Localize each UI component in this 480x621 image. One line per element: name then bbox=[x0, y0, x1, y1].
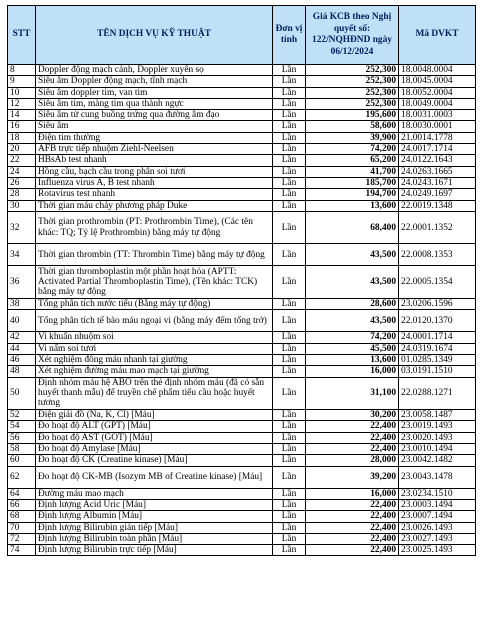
table-row bbox=[8, 545, 476, 556]
row-price: 194,700 bbox=[306, 189, 399, 200]
row-service-name: Thời gian máu chảy phương pháp Duke bbox=[36, 200, 273, 211]
row-unit: Lần bbox=[273, 488, 306, 499]
row-unit: Lần bbox=[273, 200, 306, 211]
table-row bbox=[8, 444, 476, 455]
row-service-name: Tổng phân tích tế bào máu ngoại vi (bằng máy đếm tổng trở) bbox=[36, 310, 273, 332]
row-price: 43,500 bbox=[306, 244, 399, 266]
row-price: 65,200 bbox=[306, 155, 399, 166]
table-row bbox=[8, 155, 476, 166]
row-unit: Lần bbox=[273, 410, 306, 421]
row-code: 22.0008.1353 bbox=[399, 244, 476, 266]
row-unit: Lần bbox=[273, 166, 306, 177]
row-price: 252,300 bbox=[306, 87, 399, 98]
table-header bbox=[8, 6, 476, 65]
row-service-name: Xét nghiệm đường máu mao mạch tại giường bbox=[36, 366, 273, 377]
row-unit: Lần bbox=[273, 76, 306, 87]
row-code: 18.0031.0003 bbox=[399, 110, 476, 121]
row-service-name: Đo hoạt độ ALT (GPT) [Máu] bbox=[36, 421, 273, 432]
row-stt: 60 bbox=[8, 455, 36, 466]
row-unit: Lần bbox=[273, 343, 306, 354]
row-code: 18.0048.0004 bbox=[399, 65, 476, 76]
row-stt: 64 bbox=[8, 488, 36, 499]
table-row bbox=[8, 76, 476, 87]
row-stt: 62 bbox=[8, 466, 36, 488]
row-service-name: Siêu âm tim, màng tim qua thành ngực bbox=[36, 98, 273, 109]
row-price: 22,400 bbox=[306, 421, 399, 432]
table-row bbox=[8, 455, 476, 466]
row-service-name: Thời gian thromboplastin một phần hoạt hóa (APTT: Activated Partial Thromboplastin Time), (Tên khác: TCK) bằng máy tự động bbox=[36, 266, 273, 299]
row-unit: Lần bbox=[273, 177, 306, 188]
table-row bbox=[8, 466, 476, 488]
header-service-name: TÊN DỊCH VỤ KỸ THUẬT bbox=[36, 6, 273, 65]
row-unit: Lần bbox=[273, 87, 306, 98]
row-unit: Lần bbox=[273, 499, 306, 510]
row-service-name: AFB trực tiếp nhuộm Ziehl-Neelsen bbox=[36, 144, 273, 155]
row-stt: 20 bbox=[8, 144, 36, 155]
row-price: 58,600 bbox=[306, 121, 399, 132]
row-price: 16,000 bbox=[306, 366, 399, 377]
row-code: 23.0043.1478 bbox=[399, 466, 476, 488]
row-price: 43,500 bbox=[306, 266, 399, 299]
row-unit: Lần bbox=[273, 98, 306, 109]
row-unit: Lần bbox=[273, 545, 306, 556]
row-price: 22,400 bbox=[306, 522, 399, 533]
row-stt: 32 bbox=[8, 211, 36, 244]
header-price: Giá KCB theo Nghị quyết số: 122/NQHĐND ngày 06/12/2024 bbox=[306, 6, 399, 65]
row-service-name: Đo hoạt độ CK-MB (Isozym MB of Creatine kinase) [Máu] bbox=[36, 466, 273, 488]
row-unit: Lần bbox=[273, 366, 306, 377]
row-code: 03.0191.1510 bbox=[399, 366, 476, 377]
row-unit: Lần bbox=[273, 432, 306, 443]
row-price: 31,100 bbox=[306, 377, 399, 410]
row-service-name: Định lượng Bilirubin toàn phần [Máu] bbox=[36, 533, 273, 544]
row-unit: Lần bbox=[273, 189, 306, 200]
price-table bbox=[7, 5, 476, 556]
table-row bbox=[8, 177, 476, 188]
row-code: 18.0045.0004 bbox=[399, 76, 476, 87]
row-unit: Lần bbox=[273, 299, 306, 310]
table-row bbox=[8, 533, 476, 544]
row-code: 23.0234.1510 bbox=[399, 488, 476, 499]
row-unit: Lần bbox=[273, 244, 306, 266]
row-stt: 66 bbox=[8, 499, 36, 510]
row-code: 23.0206.1596 bbox=[399, 299, 476, 310]
row-stt: 68 bbox=[8, 511, 36, 522]
table-row bbox=[8, 366, 476, 377]
row-code: 24.0243.1671 bbox=[399, 177, 476, 188]
row-service-name: Vi nấm soi tươi bbox=[36, 343, 273, 354]
header-code: Mã DVKT bbox=[399, 6, 476, 65]
row-code: 18.0049.0004 bbox=[399, 98, 476, 109]
row-stt: 10 bbox=[8, 87, 36, 98]
row-code: 01.0285.1349 bbox=[399, 354, 476, 365]
row-stt: 56 bbox=[8, 432, 36, 443]
table-row bbox=[8, 266, 476, 299]
row-stt: 54 bbox=[8, 421, 36, 432]
row-service-name: Hồng cầu, bạch cầu trong phân soi tươi bbox=[36, 166, 273, 177]
row-price: 22,400 bbox=[306, 511, 399, 522]
row-service-name: Tổng phân tích nước tiểu (Bằng máy tự động) bbox=[36, 299, 273, 310]
row-code: 23.0020.1493 bbox=[399, 432, 476, 443]
row-code: 18.0030.0001 bbox=[399, 121, 476, 132]
table-row bbox=[8, 65, 476, 76]
table-row bbox=[8, 211, 476, 244]
row-price: 185,700 bbox=[306, 177, 399, 188]
row-code: 23.0058.1487 bbox=[399, 410, 476, 421]
row-unit: Lần bbox=[273, 65, 306, 76]
header-stt: STT bbox=[8, 6, 36, 65]
row-price: 13,600 bbox=[306, 200, 399, 211]
row-stt: 42 bbox=[8, 332, 36, 343]
row-stt: 46 bbox=[8, 354, 36, 365]
row-service-name: Đo hoạt độ Amylase [Máu] bbox=[36, 444, 273, 455]
row-service-name: Định lượng Albumin [Máu] bbox=[36, 511, 273, 522]
row-price: 22,400 bbox=[306, 432, 399, 443]
row-unit: Lần bbox=[273, 421, 306, 432]
row-code: 23.0025.1493 bbox=[399, 545, 476, 556]
table-row bbox=[8, 377, 476, 410]
row-price: 45,500 bbox=[306, 343, 399, 354]
row-price: 22,400 bbox=[306, 533, 399, 544]
row-price: 68,400 bbox=[306, 211, 399, 244]
row-code: 21.0014.1778 bbox=[399, 132, 476, 143]
table-row bbox=[8, 332, 476, 343]
table-row bbox=[8, 432, 476, 443]
row-stt: 72 bbox=[8, 533, 36, 544]
row-service-name: Đo hoạt độ CK (Creatine kinase) [Máu] bbox=[36, 455, 273, 466]
table-row bbox=[8, 200, 476, 211]
row-stt: 30 bbox=[8, 200, 36, 211]
table-row bbox=[8, 189, 476, 200]
row-price: 22,400 bbox=[306, 499, 399, 510]
header-row bbox=[8, 6, 476, 65]
row-code: 24.0017.1714 bbox=[399, 144, 476, 155]
price-list-document bbox=[7, 5, 475, 556]
row-stt: 14 bbox=[8, 110, 36, 121]
table-row bbox=[8, 98, 476, 109]
row-stt: 9 bbox=[8, 76, 36, 87]
row-unit: Lần bbox=[273, 332, 306, 343]
row-price: 252,300 bbox=[306, 65, 399, 76]
row-unit: Lần bbox=[273, 310, 306, 332]
row-service-name: Thời gian prothrombin (PT: Prothrombin Time), (Các tên khác: TQ; Tỷ lệ Prothrombin) bằng máy tự động bbox=[36, 211, 273, 244]
row-code: 22.0001.1352 bbox=[399, 211, 476, 244]
row-unit: Lần bbox=[273, 466, 306, 488]
table-row bbox=[8, 310, 476, 332]
row-unit: Lần bbox=[273, 144, 306, 155]
row-service-name: Thời gian thrombin (TT: Thrombin Time) bằng máy tự động bbox=[36, 244, 273, 266]
row-unit: Lần bbox=[273, 533, 306, 544]
header-unit: Đơn vị tính bbox=[273, 6, 306, 65]
row-price: 74,200 bbox=[306, 332, 399, 343]
row-stt: 38 bbox=[8, 299, 36, 310]
row-code: 23.0003.1494 bbox=[399, 499, 476, 510]
row-service-name: Rotavirus test nhanh bbox=[36, 189, 273, 200]
row-stt: 18 bbox=[8, 132, 36, 143]
row-unit: Lần bbox=[273, 444, 306, 455]
row-stt: 36 bbox=[8, 266, 36, 299]
row-stt: 26 bbox=[8, 177, 36, 188]
table-row bbox=[8, 499, 476, 510]
row-stt: 8 bbox=[8, 65, 36, 76]
row-unit: Lần bbox=[273, 377, 306, 410]
table-row bbox=[8, 244, 476, 266]
row-service-name: Siêu âm bbox=[36, 121, 273, 132]
row-price: 74,200 bbox=[306, 144, 399, 155]
row-code: 24.0319.1674 bbox=[399, 343, 476, 354]
table-row bbox=[8, 410, 476, 421]
row-unit: Lần bbox=[273, 354, 306, 365]
row-stt: 16 bbox=[8, 121, 36, 132]
row-price: 195,600 bbox=[306, 110, 399, 121]
row-code: 22.0120.1370 bbox=[399, 310, 476, 332]
row-stt: 40 bbox=[8, 310, 36, 332]
row-code: 22.0005.1354 bbox=[399, 266, 476, 299]
row-price: 43,500 bbox=[306, 310, 399, 332]
table-row bbox=[8, 511, 476, 522]
row-price: 13,600 bbox=[306, 354, 399, 365]
row-code: 23.0010.1494 bbox=[399, 444, 476, 455]
row-service-name: Đo hoạt độ AST (GOT) [Máu] bbox=[36, 432, 273, 443]
table-row bbox=[8, 87, 476, 98]
row-price: 39,200 bbox=[306, 466, 399, 488]
row-stt: 28 bbox=[8, 189, 36, 200]
row-code: 23.0027.1493 bbox=[399, 533, 476, 544]
table-row bbox=[8, 110, 476, 121]
row-stt: 70 bbox=[8, 522, 36, 533]
row-code: 22.0019.1348 bbox=[399, 200, 476, 211]
table-row bbox=[8, 522, 476, 533]
row-price: 39,900 bbox=[306, 132, 399, 143]
row-code: 23.0007.1494 bbox=[399, 511, 476, 522]
row-code: 24.0249.1697 bbox=[399, 189, 476, 200]
row-code: 24.0001.1714 bbox=[399, 332, 476, 343]
row-service-name: Đường máu mao mạch bbox=[36, 488, 273, 499]
row-unit: Lần bbox=[273, 266, 306, 299]
row-service-name: Định lượng Bilirubin gián tiếp [Máu] bbox=[36, 522, 273, 533]
row-service-name: Điện giải đồ (Na, K, Cl) [Máu] bbox=[36, 410, 273, 421]
table-row bbox=[8, 354, 476, 365]
row-stt: 52 bbox=[8, 410, 36, 421]
row-stt: 48 bbox=[8, 366, 36, 377]
row-service-name: Điện tim thường bbox=[36, 132, 273, 143]
row-code: 24.0122.1643 bbox=[399, 155, 476, 166]
row-price: 252,300 bbox=[306, 76, 399, 87]
row-price: 41,700 bbox=[306, 166, 399, 177]
row-stt: 44 bbox=[8, 343, 36, 354]
table-row bbox=[8, 132, 476, 143]
row-stt: 58 bbox=[8, 444, 36, 455]
row-code: 22.0288.1271 bbox=[399, 377, 476, 410]
row-price: 28,600 bbox=[306, 299, 399, 310]
row-service-name: Siêu âm Doppler động mạch, tĩnh mạch bbox=[36, 76, 273, 87]
row-price: 16,000 bbox=[306, 488, 399, 499]
row-service-name: Định lượng Bilirubin trực tiếp [Máu] bbox=[36, 545, 273, 556]
row-service-name: Doppler động mạch cảnh, Doppler xuyên sọ bbox=[36, 65, 273, 76]
row-price: 252,300 bbox=[306, 98, 399, 109]
row-code: 23.0042.1482 bbox=[399, 455, 476, 466]
table-row bbox=[8, 121, 476, 132]
row-unit: Lần bbox=[273, 211, 306, 244]
row-code: 18.0052.0004 bbox=[399, 87, 476, 98]
row-service-name: Định nhóm máu hệ ABO trên thẻ định nhóm máu (đã có sẵn huyết thanh mẫu) để truyền chế phẩm tiểu cầu hoặc huyết tương bbox=[36, 377, 273, 410]
table-row bbox=[8, 166, 476, 177]
row-service-name: Vi khuẩn nhuộm soi bbox=[36, 332, 273, 343]
row-stt: 22 bbox=[8, 155, 36, 166]
row-service-name: Siêu âm doppler tim, van tim bbox=[36, 87, 273, 98]
row-unit: Lần bbox=[273, 110, 306, 121]
row-unit: Lần bbox=[273, 522, 306, 533]
row-price: 22,400 bbox=[306, 444, 399, 455]
table-row bbox=[8, 299, 476, 310]
row-code: 23.0019.1493 bbox=[399, 421, 476, 432]
row-price: 30,200 bbox=[306, 410, 399, 421]
row-price: 28,000 bbox=[306, 455, 399, 466]
row-unit: Lần bbox=[273, 455, 306, 466]
row-stt: 12 bbox=[8, 98, 36, 109]
row-stt: 24 bbox=[8, 166, 36, 177]
table-row bbox=[8, 343, 476, 354]
row-service-name: HBsAb test nhanh bbox=[36, 155, 273, 166]
row-unit: Lần bbox=[273, 121, 306, 132]
row-service-name: Siêu âm tử cung buồng trứng qua đường âm đạo bbox=[36, 110, 273, 121]
row-service-name: Xét nghiệm đông máu nhanh tại giường bbox=[36, 354, 273, 365]
row-stt: 34 bbox=[8, 244, 36, 266]
row-price: 22,400 bbox=[306, 545, 399, 556]
row-code: 23.0026.1493 bbox=[399, 522, 476, 533]
row-unit: Lần bbox=[273, 132, 306, 143]
row-unit: Lần bbox=[273, 155, 306, 166]
table-row bbox=[8, 421, 476, 432]
table-row bbox=[8, 144, 476, 155]
row-stt: 50 bbox=[8, 377, 36, 410]
row-unit: Lần bbox=[273, 511, 306, 522]
row-service-name: Influenza virus A, B test nhanh bbox=[36, 177, 273, 188]
table-body bbox=[8, 65, 476, 556]
table-row bbox=[8, 488, 476, 499]
row-stt: 74 bbox=[8, 545, 36, 556]
row-code: 24.0263.1665 bbox=[399, 166, 476, 177]
row-service-name: Định lượng Acid Uric [Máu] bbox=[36, 499, 273, 510]
